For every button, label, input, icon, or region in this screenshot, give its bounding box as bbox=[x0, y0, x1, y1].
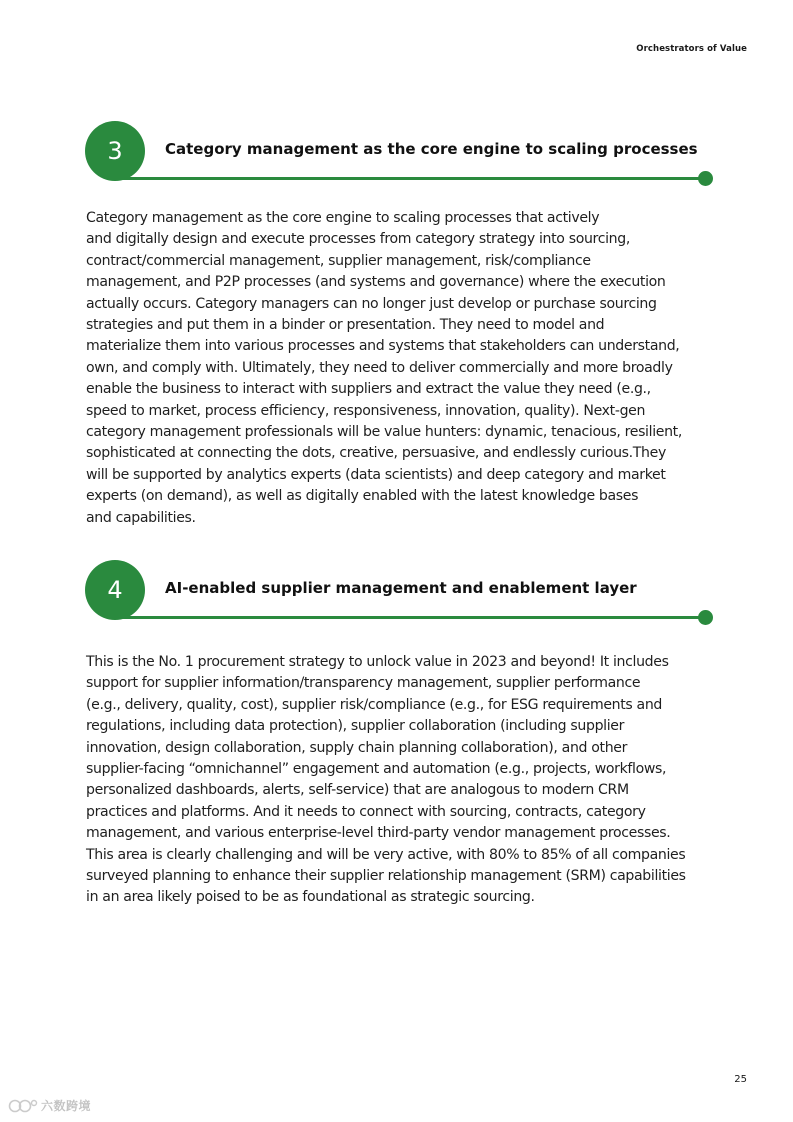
watermark bbox=[8, 1097, 91, 1114]
body-line: in an area likely poised to be as foundational as strategic sourcing. bbox=[86, 889, 535, 906]
body-line: sophisticated at connecting the dots, creative, persuasive, and endlessly curious.They bbox=[86, 445, 666, 462]
body-line: management, and various enterprise-level third-party vendor management processes. bbox=[86, 825, 671, 842]
section-header bbox=[85, 121, 715, 185]
watermark-text: 六数跨境 bbox=[41, 1099, 92, 1113]
page-number: 25 bbox=[734, 1074, 747, 1085]
body-line: personalized dashboards, alerts, self-service) that are analogous to modern CRM bbox=[86, 782, 629, 799]
body-line: (e.g., delivery, quality, cost), supplier risk/compliance (e.g., for ESG requirements and bbox=[86, 696, 663, 713]
section-number-badge: 3 bbox=[85, 121, 145, 181]
body-line: enable the business to interact with suppliers and extract the value they need (e.g., bbox=[86, 381, 651, 398]
body-line: own, and comply with. Ultimately, they need to deliver commercially and more broadly bbox=[86, 359, 673, 376]
body-line: and capabilities. bbox=[86, 509, 196, 526]
section-number-badge: 4 bbox=[85, 560, 145, 620]
body-line: supplier-facing “omnichannel” engagement and automation (e.g., projects, workflows, bbox=[86, 761, 667, 778]
body-line: Category management as the core engine to scaling processes that actively bbox=[86, 210, 600, 226]
body-line: experts (on demand), as well as digitally enabled with the latest knowledge bases bbox=[86, 488, 639, 505]
divider-end-dot bbox=[698, 171, 713, 186]
body-line: will be supported by analytics experts (data scientists) and deep category and market bbox=[86, 466, 666, 483]
body-line: This is the No. 1 procurement strategy to unlock value in 2023 and beyond! It includes bbox=[86, 654, 669, 670]
section-body bbox=[86, 208, 726, 529]
running-header: Orchestrators of Value bbox=[636, 44, 747, 54]
section-body bbox=[86, 652, 726, 909]
body-line: and digitally design and execute processes from category strategy into sourcing, bbox=[86, 231, 630, 248]
body-line: actually occurs. Category managers can no longer just develop or purchase sourcing bbox=[86, 295, 657, 312]
body-line: strategies and put them in a binder or presentation. They need to model and bbox=[86, 317, 605, 334]
section-divider bbox=[115, 177, 705, 180]
body-line: category management professionals will be value hunters: dynamic, tenacious, resilient, bbox=[86, 424, 682, 441]
body-line: innovation, design collaboration, supply chain planning collaboration), and other bbox=[86, 739, 628, 756]
body-line: practices and platforms. And it needs to connect with sourcing, contracts, category bbox=[86, 803, 646, 820]
body-line: support for supplier information/transparency management, supplier performance bbox=[86, 675, 641, 692]
watermark-logo-icon bbox=[8, 1098, 38, 1114]
divider-end-dot bbox=[698, 610, 713, 625]
body-line: materialize them into various processes and systems that stakeholders can understand, bbox=[86, 338, 680, 355]
section-title: Category management as the core engine to scaling processes bbox=[165, 140, 698, 158]
body-line: contract/commercial management, supplier management, risk/compliance bbox=[86, 252, 591, 269]
section-header bbox=[85, 560, 715, 624]
body-line: regulations, including data protection), supplier collaboration (including supplier bbox=[86, 718, 625, 735]
body-line: surveyed planning to enhance their supplier relationship management (SRM) capabilities bbox=[86, 868, 686, 885]
body-line: management, and P2P processes (and systems and governance) where the execution bbox=[86, 274, 666, 291]
body-line: speed to market, process efficiency, responsiveness, innovation, quality). Next-gen bbox=[86, 402, 646, 419]
section-divider bbox=[115, 616, 705, 619]
section-title: AI-enabled supplier management and enablement layer bbox=[165, 579, 637, 597]
body-line: This area is clearly challenging and will be very active, with 80% to 85% of all companies bbox=[86, 846, 686, 863]
